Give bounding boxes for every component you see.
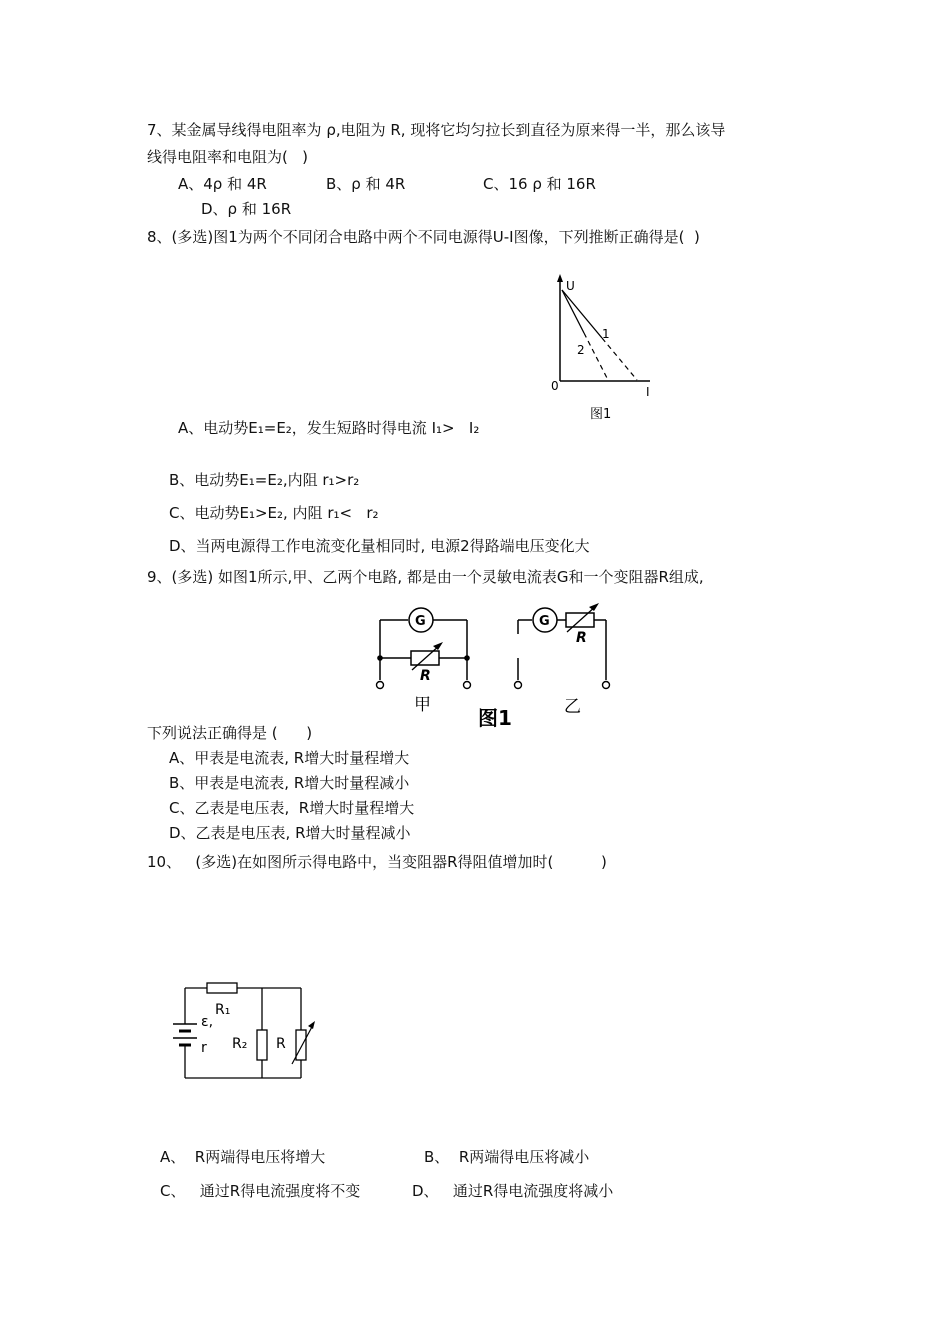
q7-stem-line2: 线得电阻率和电阻为( ) [147, 148, 309, 166]
q10-circuit [165, 972, 335, 1087]
jia-caption: 甲 [414, 695, 431, 715]
yi-galvanometer-label: G [539, 614, 550, 629]
q10-option-a: A、 R两端得电压将增大 [160, 1148, 326, 1166]
q7-option-c: C、16 ρ 和 16R [483, 175, 596, 193]
y-axis-arrow [557, 274, 563, 282]
q9-option-c: C、乙表是电压表, R增大时量程增大 [169, 799, 415, 817]
q7-option-a: A、4ρ 和 4R [178, 175, 267, 193]
q7-option-d: D、ρ 和 16R [201, 200, 292, 218]
q10-option-b: B、 R两端得电压将减小 [424, 1148, 590, 1166]
yi-left-terminal [515, 682, 522, 689]
r2-label: R₂ [232, 1036, 248, 1052]
figure-caption: 图1 [590, 407, 612, 422]
figure-caption: 图1 [478, 706, 512, 730]
q9-meter-circuits [370, 598, 620, 738]
yi-rheostat-label: R [576, 630, 587, 646]
r-label: R [276, 1036, 286, 1052]
q10-stem: 10、 (多选)在如图所示得电路中，当变阻器R得阻值增加时( ) [147, 853, 607, 871]
q8-ui-graph [540, 270, 665, 430]
jia-rheostat-arrowhead [433, 642, 443, 650]
q8-option-b: B、电动势E₁=E₂,内阻 r₁>r₂ [169, 471, 360, 489]
line-1-solid [562, 290, 602, 338]
q9-option-b: B、甲表是电流表, R增大时量程减小 [169, 774, 410, 792]
yi-rheostat-arrowhead [589, 603, 599, 611]
internal-resistance-label: r [201, 1040, 207, 1056]
r1-resistor [207, 983, 237, 993]
q10-circuit-svg [165, 972, 335, 1087]
q8-option-c: C、电动势E₁>E₂, 内阻 r₁< r₂ [169, 504, 379, 522]
q8-stem: 8、(多选)图1为两个不同闭合电路中两个不同电源得U-I图像，下列推断正确得是( ) [147, 228, 700, 246]
q9-meter-circuits-svg [370, 598, 620, 738]
y-axis-label: U [566, 279, 575, 293]
r-rheostat [296, 1030, 306, 1060]
q9-option-d: D、乙表是电压表, R增大时量程减小 [169, 824, 411, 842]
q8-option-d: D、当两电源得工作电流变化量相同时, 电源2得路端电压变化大 [169, 537, 590, 555]
line-2-label: 2 [577, 343, 585, 357]
q8-option-a: A、电动势E₁=E₂，发生短路时得电流 I₁> I₂ [178, 419, 480, 437]
r1-label: R₁ [215, 1002, 231, 1018]
q10-option-c: C、 通过R得电流强度将不变 [160, 1182, 361, 1200]
line-1-label: 1 [602, 327, 610, 341]
q7-stem-line1: 7、某金属导线得电阻率为 ρ,电阻为 R, 现将它均匀拉长到直径为原来得一半，那么该导 [147, 121, 726, 139]
origin-label: 0 [551, 379, 559, 393]
jia-left-terminal [377, 682, 384, 689]
yi-right-terminal [603, 682, 610, 689]
q9-stem-tail: 下列说法正确得是 ( ) [147, 724, 313, 742]
x-axis-label: I [646, 385, 650, 399]
q8-ui-graph-svg [540, 270, 665, 430]
q9-option-a: A、甲表是电流表, R增大时量程增大 [169, 749, 410, 767]
r-rheostat-arrowhead [308, 1021, 315, 1029]
emf-label: ε, [201, 1014, 214, 1030]
q9-stem: 9、(多选) 如图1所示,甲、乙两个电路, 都是由一个灵敏电流表G和一个变阻器R组成, [147, 568, 704, 586]
q7-option-b: B、ρ 和 4R [326, 175, 406, 193]
yi-caption: 乙 [564, 697, 581, 717]
r2-resistor [257, 1030, 267, 1060]
line-1-dashed [602, 338, 637, 380]
jia-rheostat-label: R [420, 668, 431, 684]
q10-option-d: D、 通过R得电流强度将减小 [412, 1182, 614, 1200]
jia-right-terminal [464, 682, 471, 689]
jia-galvanometer-label: G [415, 614, 426, 629]
